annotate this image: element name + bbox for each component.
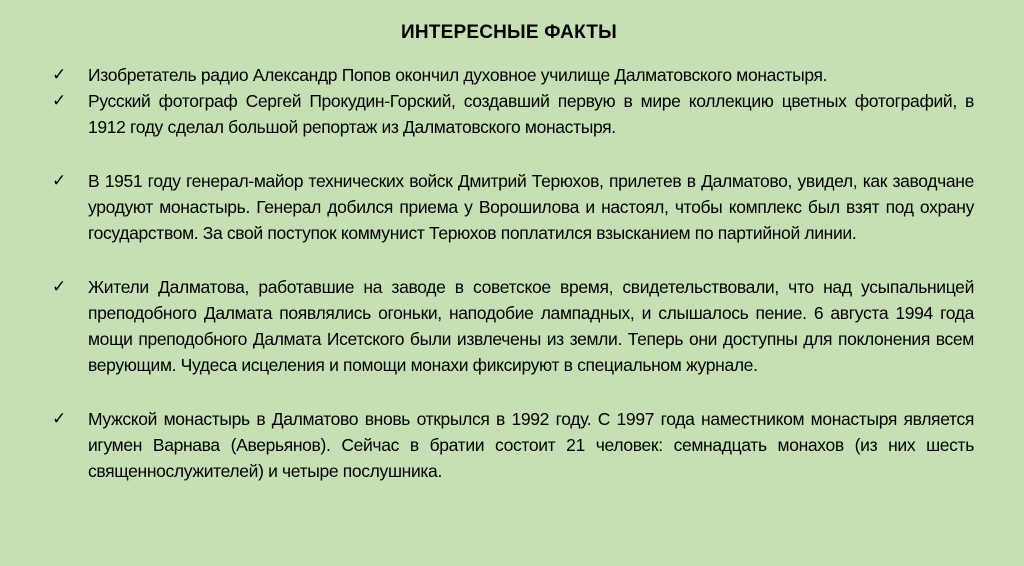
fact-text: Изобретатель радио Александр Попов окончил духовное училище Далматовского монастыря. [88, 65, 828, 85]
fact-item [52, 168, 974, 246]
fact-item [52, 88, 974, 140]
fact-item [52, 274, 974, 378]
checkmark-icon: ✓ [52, 91, 66, 111]
facts-list [52, 62, 974, 484]
fact-text: В 1951 году генерал-майор технических войск Дмитрий Терюхов, прилетев в Далматово, увидел, как заводчане уродуют монастырь. Генерал добился приема у Ворошилова и настоял, чтобы комплекс был взят под охрану государством. За свой поступок коммунист Терюхов поплатился взысканием по партийной линии. [88, 171, 974, 243]
checkmark-icon: ✓ [52, 277, 66, 297]
fact-text: Русский фотограф Сергей Прокудин-Горский, создавший первую в мире коллекцию цветных фотографий, в 1912 году сделал большой репортаж из Далматовского монастыря. [88, 91, 974, 137]
page-title: ИНТЕРЕСНЫЕ ФАКТЫ [401, 22, 617, 43]
checkmark-icon: ✓ [52, 65, 66, 85]
checkmark-icon: ✓ [52, 409, 66, 429]
fact-item [52, 62, 974, 88]
fact-text: Жители Далматова, работавшие на заводе в советское время, свидетельствовали, что над усыпальницей преподобного Далмата появлялись огоньки, наподобие лампадных, и слышалось пение. 6 августа 1994 года мощи преподобного Далмата Исетского были извлечены из земли. Теперь они доступны для поклонения всем верующим. Чудеса исцеления и помощи монахи фиксируют в специальном журнале. [88, 277, 974, 375]
fact-item [52, 406, 974, 484]
fact-text: Мужской монастырь в Далматово вновь открылся в 1992 году. С 1997 года наместником монастыря является игумен Варнава (Аверьянов). Сейчас в братии состоит 21 человек: семнадцать монахов (из них шесть священнослужителей) и четыре послушника. [88, 409, 974, 481]
checkmark-icon: ✓ [52, 171, 66, 191]
